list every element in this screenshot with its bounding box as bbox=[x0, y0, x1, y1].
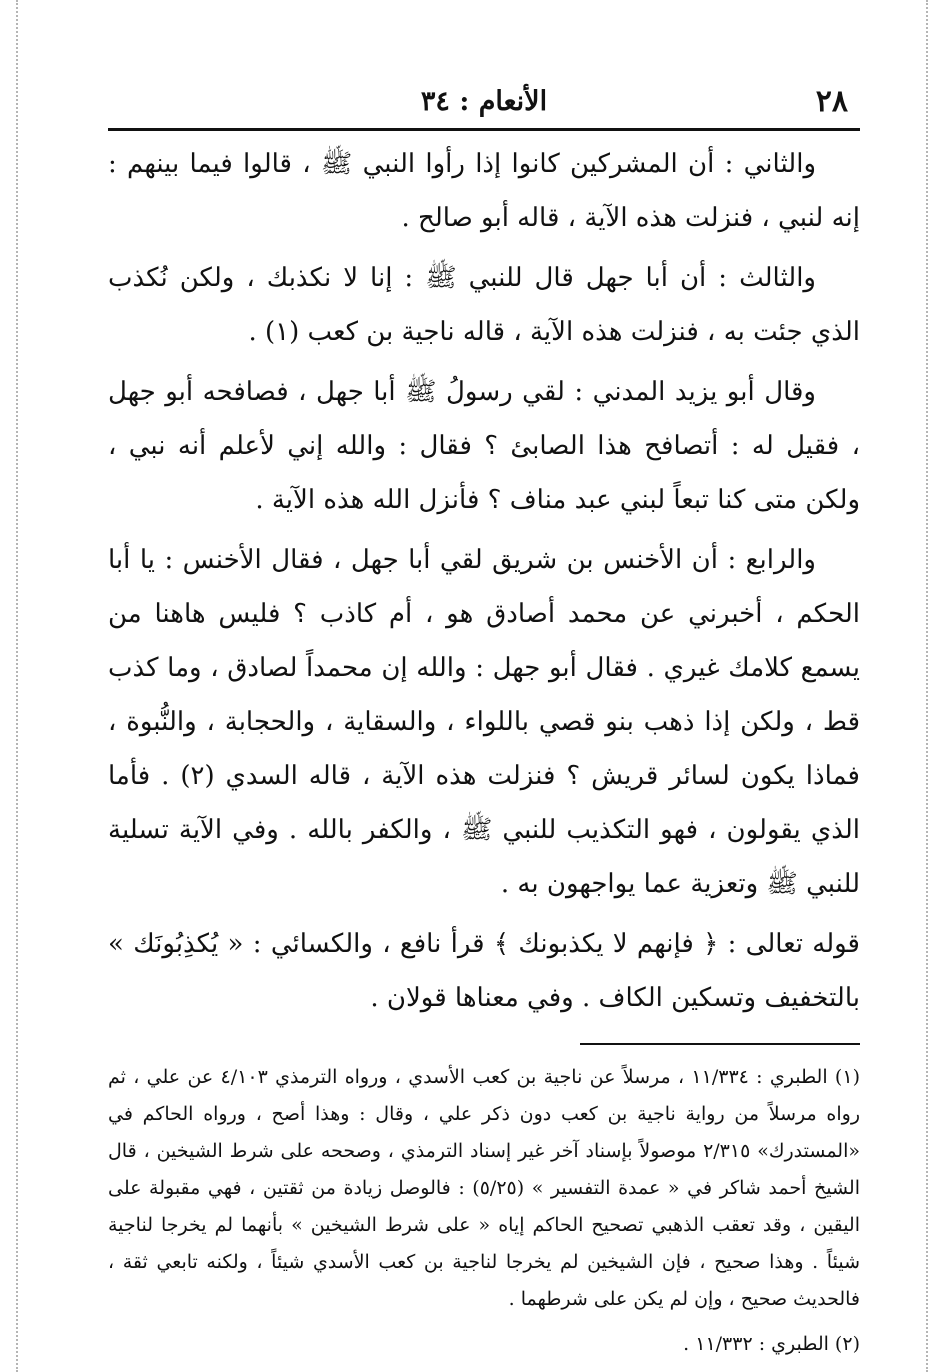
footnote: (٢) الطبري : ١١/٣٣٢ . bbox=[683, 1333, 860, 1355]
paragraph: والثالث : أن أبا جهل قال للنبي ﷺ : إنا لا نكذبك ، ولكن نُكذب الذي جئت به ، فنزلت هذه الآية ، قاله ناجية بن كعب (١) . bbox=[108, 263, 860, 347]
footnotes bbox=[108, 1059, 860, 1363]
header-rule bbox=[108, 128, 860, 131]
scan-edge-left bbox=[16, 0, 18, 1372]
scan-edge-right bbox=[926, 0, 928, 1372]
footnote-rule bbox=[580, 1043, 860, 1045]
paragraph: والرابع : أن الأخنس بن شريق لقي أبا جهل ، فقال الأخنس : يا أبا الحكم ، أخبرني عن محمد أصادق هو ، أم كاذب ؟ فليس هاهنا من يسمع كلامك غيري . فقال أبو جهل : والله إن محمداً لصادق ، وما كذب قط ، ولكن إذا ذهب بنو قصي باللواء ، والسقاية ، والحجابة ، والنُّبوة ، فماذا يكون لسائر قريش ؟ فنزلت هذه الآية ، قاله السدي (٢) . فأما الذي يقولون ، فهو التكذيب للنبي ﷺ ، والكفر بالله . وفي الآية تسلية للنبي ﷺ وتعزية عما يواجهون به . bbox=[108, 545, 860, 899]
page-number: ٢٨ bbox=[815, 84, 848, 119]
footnote: (١) الطبري : ١١/٣٣٤ ، مرسلاً عن ناجية بن كعب الأسدي ، ورواه الترمذي ٤/١٠٣ عن علي ، ثم رواه مرسلاً من رواية ناجية بن كعب دون ذكر علي ، وقال : وهذا أصح ، ورواه الحاكم في «المستدرك» ٢/٣١٥ موصولاً بإسناد آخر غير إسناد الترمذي ، وصححه على شرط الشيخين ، قال الشيخ أحمد شاكر في « عمدة التفسير » (٥/٢٥) : فالوصل زيادة من ثقتين ، فهي مقبولة على اليقين ، وقد تعقب الذهبي تصحيح الحاكم إياه « على شرط الشيخين » بأنهما لم يخرجا لناجية شيئاً . وهذا صحيح ، فإن الشيخين لم يخرجا لناجية بن كعب الأسدي شيئاً ، ولكنه تابعي ثقة ، فالحديث صحيح ، وإن لم يكن على شرطهما . bbox=[108, 1066, 860, 1310]
paragraph: قوله تعالى : ﴿ فإنهم لا يكذبونك ﴾ قرأ نافع ، والكسائي : « يُكذِبُونَك » بالتخفيف وتسكين الكاف . وفي معناها قولان . bbox=[108, 929, 860, 1013]
paragraph: وقال أبو يزيد المدني : لقي رسولُ ﷺ أبا جهل ، فصافحه أبو جهل ، فقيل له : أتصافح هذا الصابئ ؟ فقال : والله إني لأعلم أنه نبي ، ولكن متى كنا تبعاً لبني عبد مناف ؟ فأنزل الله هذه الآية . bbox=[108, 377, 860, 515]
paragraph: والثاني : أن المشركين كانوا إذا رأوا النبي ﷺ ، قالوا فيما بينهم : إنه لنبي ، فنزلت هذه الآية ، قاله أبو صالح . bbox=[108, 149, 860, 233]
main-text bbox=[108, 137, 860, 1025]
running-title: الأنعام : ٣٤ bbox=[420, 86, 548, 117]
book-page bbox=[108, 82, 860, 1371]
page-header bbox=[108, 82, 860, 128]
